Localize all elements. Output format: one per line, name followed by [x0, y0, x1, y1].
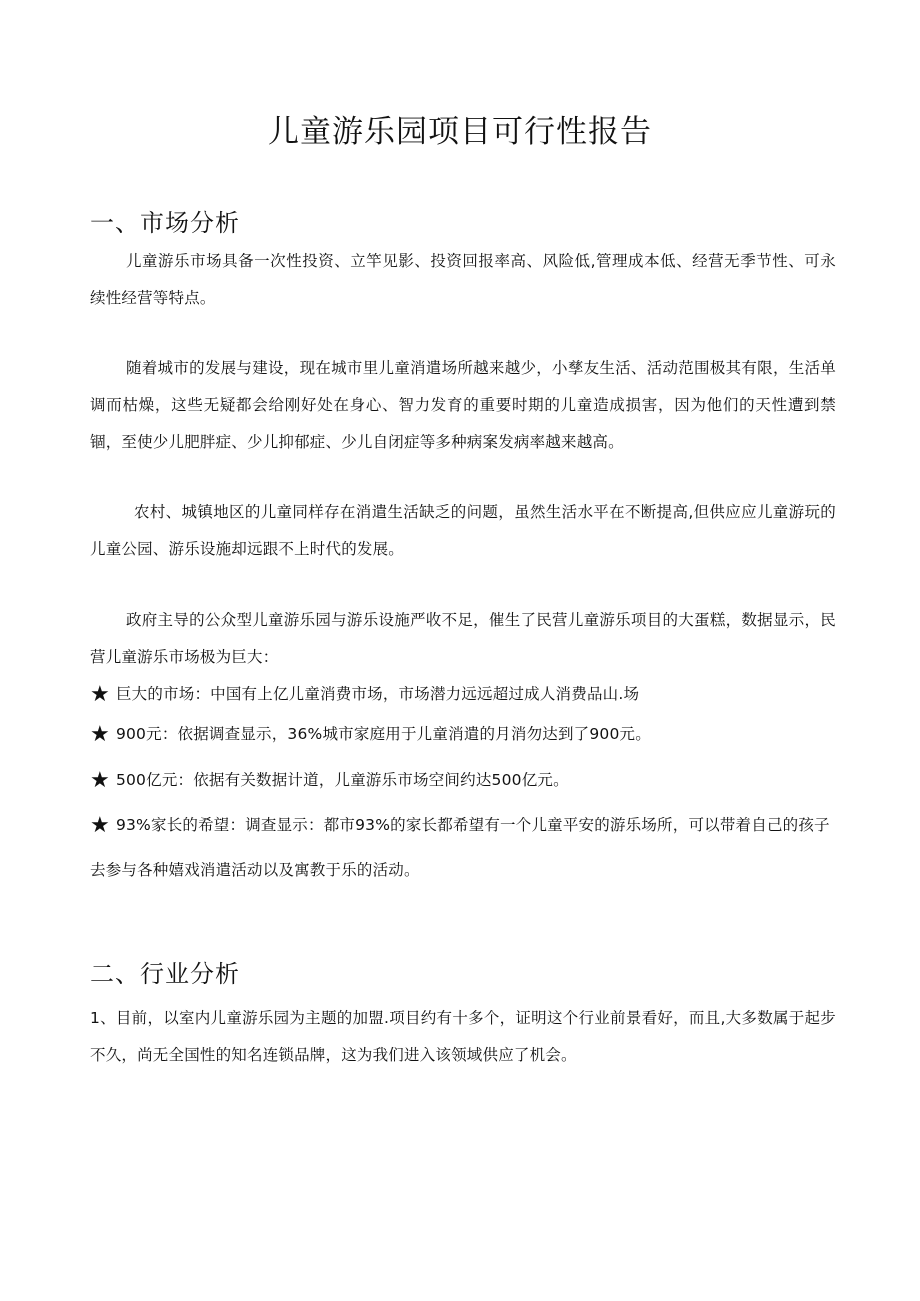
star-icon: ★: [90, 813, 110, 838]
bullet-item: [90, 712, 836, 757]
document-title: 儿童游乐园项目可行性报告: [268, 114, 652, 150]
star-icon: ★: [90, 682, 110, 707]
bullet-text: 93%家长的希望：调查显示：都市93%的家长都希望有一个儿童平安的游乐场所，可以带着自己的孩子去参与各种嬉戏消遣活动以及寓教于乐的活动。: [90, 816, 830, 879]
star-icon: ★: [90, 722, 110, 747]
section-heading-market: 一、市场分析: [90, 209, 240, 237]
paragraph-government-parks: 政府主导的公众型儿童游乐园与游乐设施严收不足，催生了民营儿童游乐项目的大蛋糕，数据显示，民营儿童游乐市场极为巨大：: [90, 611, 836, 666]
star-icon: ★: [90, 768, 110, 793]
bullet-text: 巨大的市场：中国有上亿儿童消费市场，市场潜力远远超过成人消费品山.场: [115, 685, 640, 703]
section-heading-industry: 二、行业分析: [90, 960, 240, 988]
bullet-item: [90, 758, 836, 803]
bullet-text: 500亿元：依据有关数据计道，儿童游乐市场空间约达500亿元。: [115, 771, 569, 789]
paragraph-industry-analysis: 1、目前，以室内儿童游乐园为主题的加盟.项目约有十多个，证明这个行业前景看好，而且,大多数属于起步不久，尚无全国性的知名连锁品牌，这为我们进入该领域供应了机会。: [90, 1009, 836, 1064]
paragraph-rural-areas: 农村、城镇地区的儿童同样存在消遣生活缺乏的问题，虽然生活水平在不断提高,但供应应儿童游玩的儿童公园、游乐设施却远跟不上时代的发展。: [90, 503, 836, 558]
bullet-item: [90, 672, 836, 717]
paragraph-city-development: 随着城市的发展与建设，现在城市里儿童消遣场所越来越少，小孳友生活、活动范围极其有限，生活单调而枯燥，这些无疑都会给刚好处在身心、智力发育的重要时期的儿童造成损害，因为他们的天性遭到禁锢，至使少儿肥胖症、少儿抑郁症、少儿自闭症等多种病案发病率越来越高。: [90, 359, 836, 451]
bullet-item: [90, 803, 836, 892]
bullet-text: 900元：依据调查显示，36%城市家庭用于儿童消遣的月消勿达到了900元。: [115, 725, 651, 743]
paragraph-market-intro: 儿童游乐市场具备一次性投资、立竿见影、投资回报率高、风险低,管理成本低、经营无季节性、可永续性经营等特点。: [90, 252, 836, 307]
